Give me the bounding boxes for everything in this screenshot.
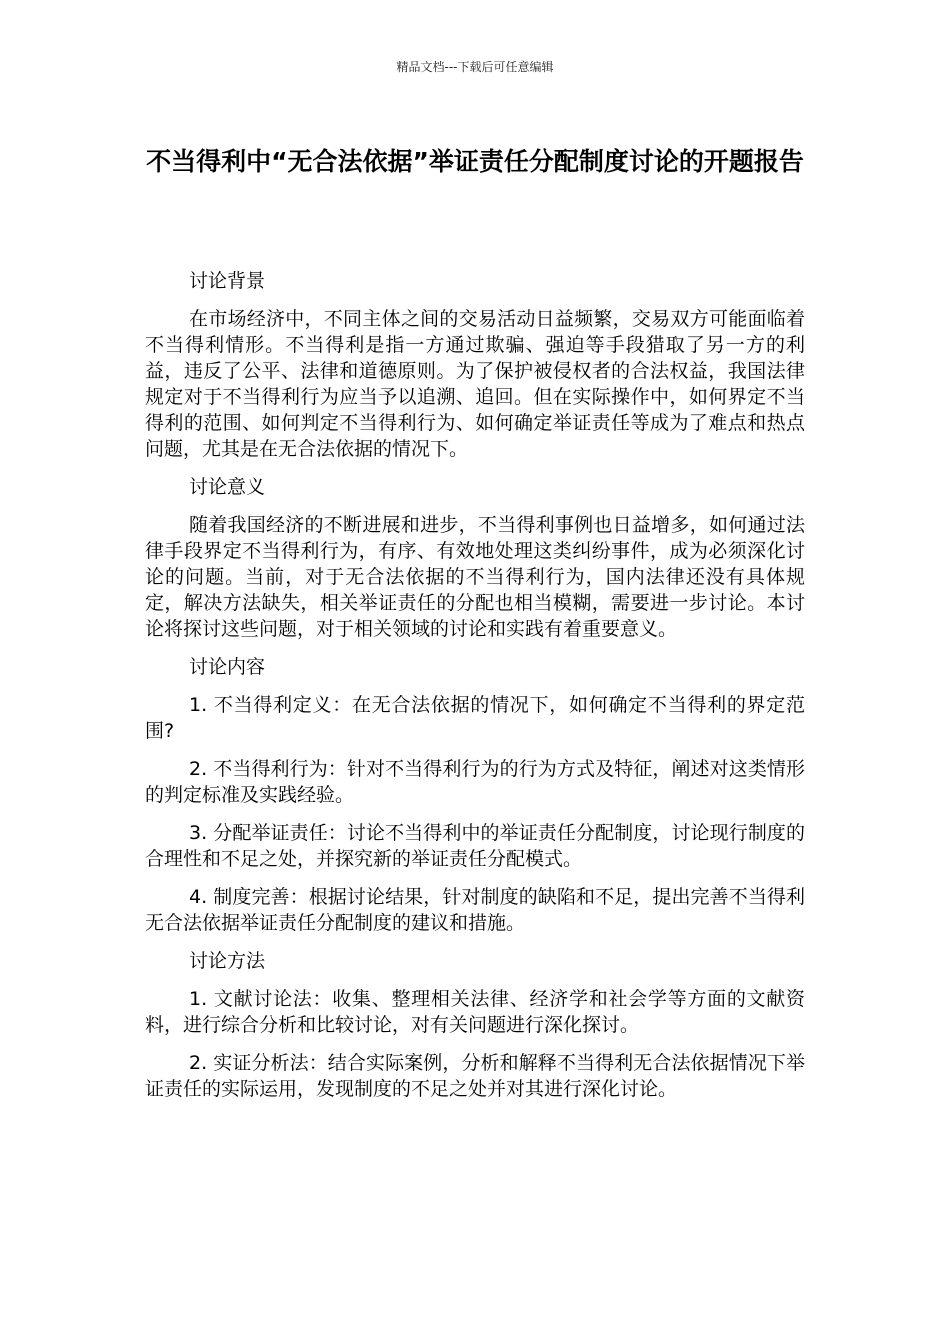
paragraph: 随着我国经济的不断进展和进步，不当得利事例也日益增多，如何通过法律手段界定不当得利行为，有序、有效地处理这类纠纷事件，成为必须深化讨论的问题。当前，对于无合法依据的不当得利行为，国内法律还没有具体规定，解决方法缺失，相关举证责任的分配也相当模糊，需要进一步讨论。本讨论将探讨这些问题，对于相关领域的讨论和实践有着重要意义。 (145, 514, 805, 640)
list-item: 4. 制度完善：根据讨论结果，针对制度的缺陷和不足，提出完善不当得利无合法依据举证责任分配制度的建议和措施。 (145, 886, 805, 934)
list-item: 2. 实证分析法：结合实际案例，分析和解释不当得利无合法依据情况下举证责任的实际运用，发现制度的不足之处并对其进行深化讨论。 (145, 1052, 805, 1100)
section-heading-content: 讨论内容 (189, 656, 266, 678)
list-item: 1. 不当得利定义：在无合法依据的情况下，如何确定不当得利的界定范围? (145, 694, 805, 742)
header-note: 精品文档---下载后可任意编辑 (396, 60, 554, 74)
section-heading-significance: 讨论意义 (189, 476, 266, 498)
list-item: 2. 不当得利行为：针对不当得利行为的行为方式及特征，阐述对这类情形的判定标准及实践经验。 (145, 758, 805, 806)
paragraph: 在市场经济中，不同主体之间的交易活动日益频繁，交易双方可能面临着不当得利情形。不当得利是指一方通过欺骗、强迫等手段猎取了另一方的利益，违反了公平、法律和道德原则。为了保护被侵权者的合法权益，我国法律规定对于不当得利行为应当予以追溯、追回。但在实际操作中，如何界定不当得利的范围、如何判定不当得利行为、如何确定举证责任等成为了难点和热点问题，尤其是在无合法依据的情况下。 (145, 308, 805, 460)
document-title: 不当得利中“无合法依据”举证责任分配制度讨论的开题报告 (146, 147, 804, 176)
list-item: 3. 分配举证责任：讨论不当得利中的举证责任分配制度，讨论现行制度的合理性和不足之处，并探究新的举证责任分配模式。 (145, 822, 805, 870)
section-heading-methods: 讨论方法 (189, 950, 266, 972)
list-item: 1. 文献讨论法：收集、整理相关法律、经济学和社会学等方面的文献资料，进行综合分析和比较讨论，对有关问题进行深化探讨。 (145, 988, 805, 1036)
document-body (145, 268, 805, 1114)
section-heading-background: 讨论背景 (189, 270, 266, 292)
